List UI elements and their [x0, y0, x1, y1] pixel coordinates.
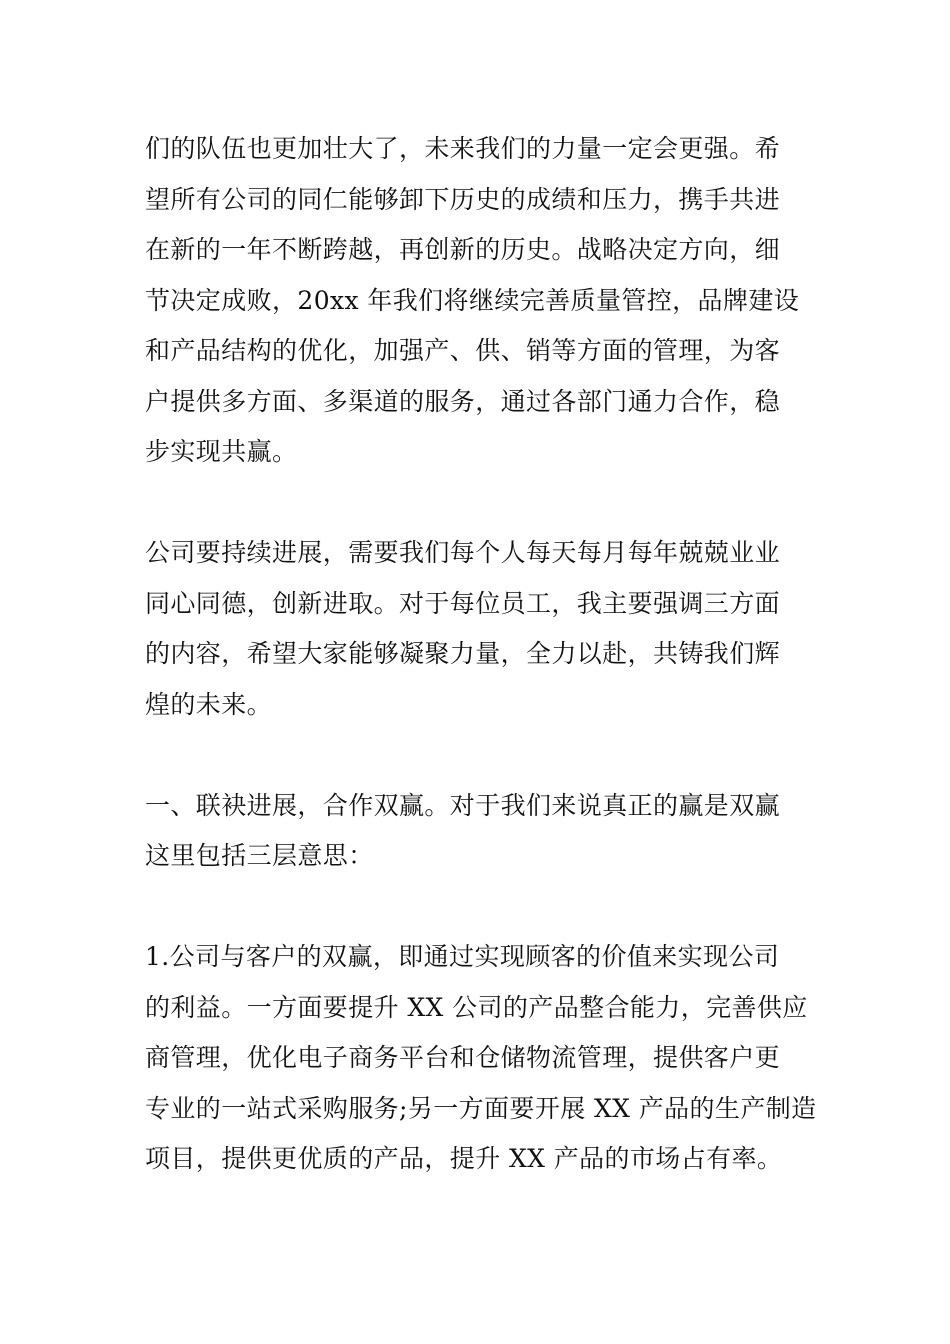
text-line: 1.公司与客户的双赢，即通过实现顾客的价值来实现公司 [145, 942, 780, 971]
paragraph-2 [145, 528, 810, 730]
paragraph-1 [145, 124, 810, 478]
text-line: 望所有公司的同仁能够卸下历史的成绩和压力，携手共进 [145, 184, 781, 214]
text-line: 煌的未来。 [145, 689, 273, 719]
text-line: 的内容，希望大家能够凝聚力量，全力以赴，共铸我们辉 [145, 639, 781, 668]
text-line: 节决定成败，20xx 年我们将继续完善质量管控，品牌建设 [145, 285, 800, 315]
paragraph-spacer [145, 478, 810, 529]
text-line: 和产品结构的优化，加强产、供、销等方面的管理，为客 [145, 336, 781, 365]
text-line: 同心同德，创新进取。对于每位员工，我主要强调三方面 [145, 588, 781, 618]
text-line: 一、联袂进展，合作双赢。对于我们来说真正的赢是双赢 [145, 790, 781, 820]
text-line: 商管理，优化电子商务平台和仓储物流管理，提供客户更 [145, 1043, 781, 1072]
text-line: 户提供多方面、多渠道的服务，通过各部门通力合作，稳 [145, 386, 781, 416]
text-line: 这里包括三层意思： [145, 841, 374, 870]
text-line: 们的队伍也更加壮大了，未来我们的力量一定会更强。希 [145, 134, 781, 163]
list-item-1 [145, 932, 817, 1185]
document-body [145, 124, 817, 1185]
text-line: 在新的一年不断跨越，再创新的历史。战略决定方向，细 [145, 235, 781, 264]
paragraph-spacer [145, 730, 810, 781]
text-line: 步实现共赢。 [145, 437, 298, 466]
paragraph-spacer [145, 882, 810, 933]
text-line: 的利益。一方面要提升 XX 公司的产品整合能力，完善供应 [145, 992, 808, 1022]
text-line: 公司要持续进展，需要我们每个人每天每月每年兢兢业业 [145, 538, 781, 567]
section-heading-1 [145, 781, 810, 882]
text-line: 项目，提供更优质的产品，提升 XX 产品的市场占有率。 [145, 1144, 783, 1173]
text-line: 专业的一站式采购服务;另一方面要开展 XX 产品的生产制造 [145, 1093, 817, 1123]
